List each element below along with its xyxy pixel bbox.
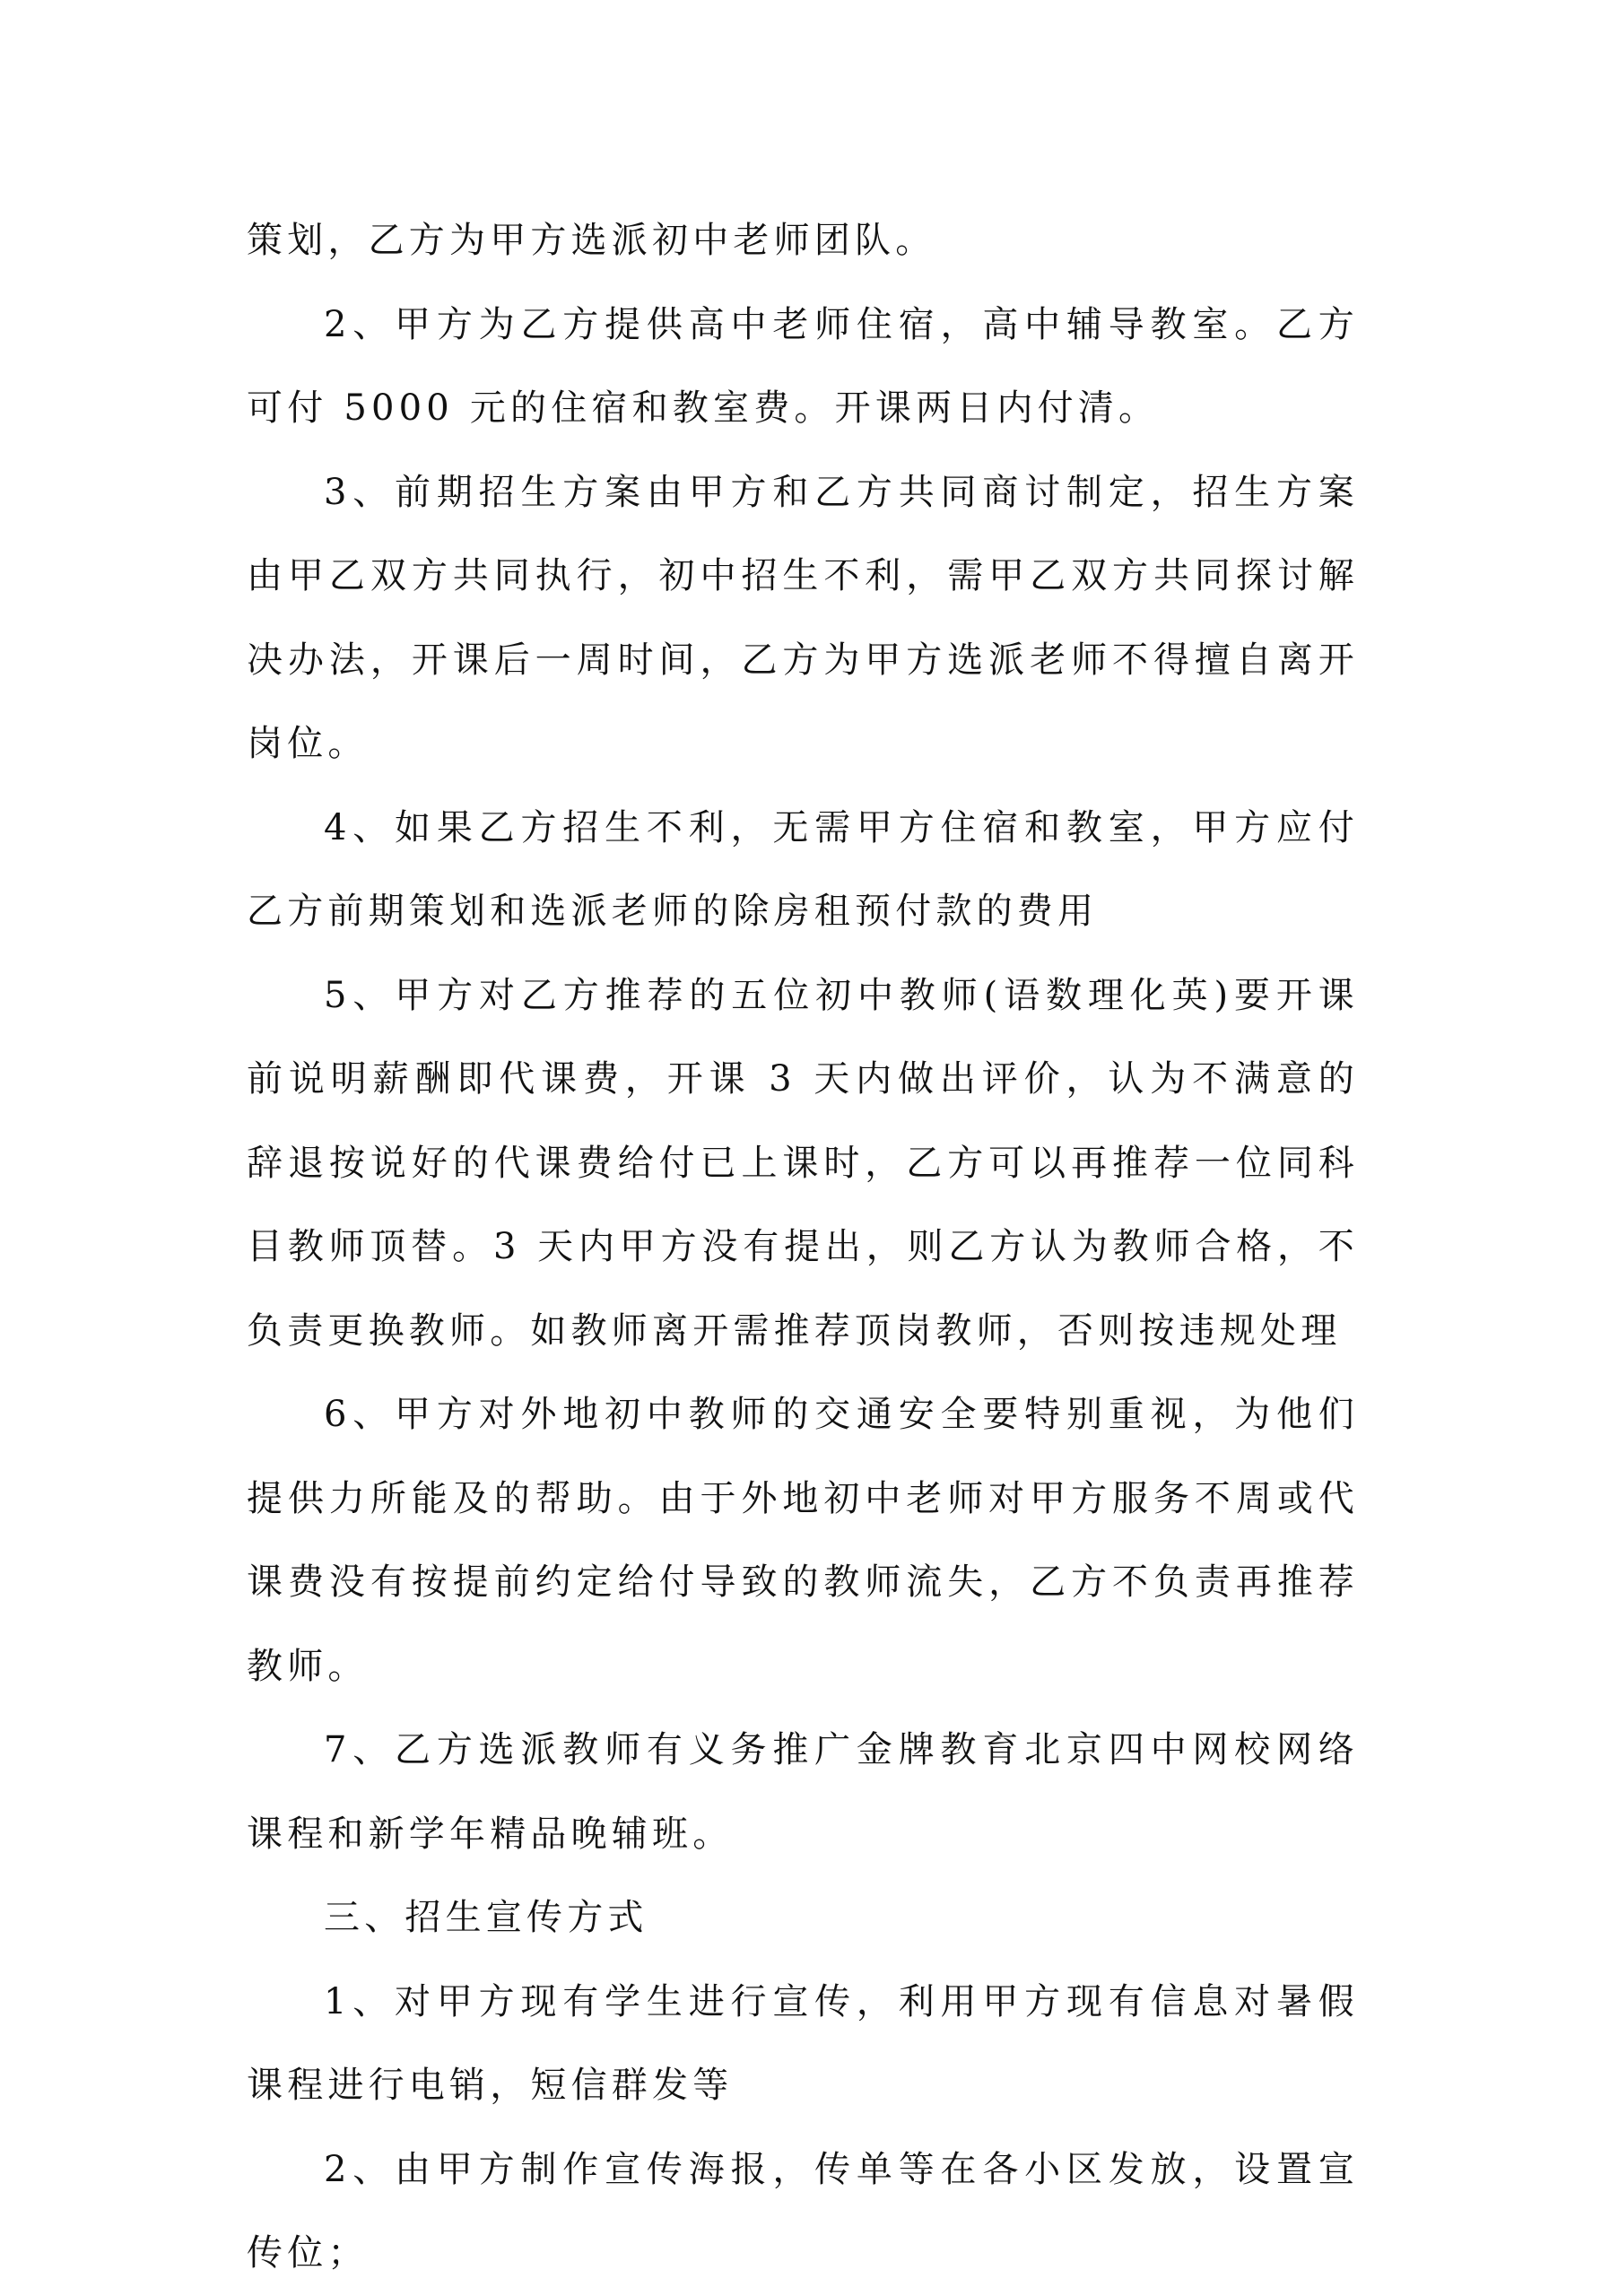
clause-2-accommodation: 2、甲方为乙方提供高中老师住宿，高中辅导教室。乙方可付 5000 元的住宿和教室费。开课两日内付清。 — [247, 303, 1359, 429]
paragraph-continuation: 策划，乙方为甲方选派初中老师团队。 — [247, 220, 936, 261]
document-body — [247, 199, 1359, 2296]
clause-6-teacher-safety: 6、甲方对外地初中教师的交通安全要特别重视，为他们提供力所能及的帮助。由于外地初中老师对甲方服务不周或代课费没有按提前约定给付导致的教师流失，乙方不负责再推荐教师。 — [247, 1394, 1359, 1687]
publicity-item-2: 2、由甲方制作宣传海报，传单等在各小区发放，设置宣传位； — [247, 2148, 1359, 2274]
clause-4-poor-enrollment: 4、如果乙方招生不利，无需甲方住宿和教室，甲方应付乙方前期策划和选派老师的除房租预付款的费用 — [247, 806, 1359, 932]
publicity-item-1: 1、对甲方现有学生进行宣传，利用甲方现有信息对暑假课程进行电销，短信群发等 — [247, 1980, 1359, 2106]
clause-3-enrollment-plan: 3、前期招生方案由甲方和乙方共同商讨制定，招生方案由甲乙双方共同执行，初中招生不利，需甲乙双方共同探讨解决办法，开课后一周时间，乙方为甲方选派老师不得擅自离开岗位。 — [247, 471, 1359, 764]
section-heading-publicity: 三、招生宣传方式 — [324, 1897, 648, 1938]
clause-7-course-promotion: 7、乙方选派教师有义务推广金牌教育北京四中网校网络课程和新学年精品晚辅班。 — [247, 1729, 1359, 1855]
clause-5-teacher-evaluation: 5、甲方对乙方推荐的五位初中教师(语数理化英)要开课前说明薪酬即代课费，开课 3 天内做出评价，认为不满意的辞退按说好的代课费给付已上课时，乙方可以再推荐一位同科目教师顶替。3 天内甲方没有提出，则乙方认为教师合格，不负责更换教师。如教师离开需推荐顶岗教师，否则按违规处理 — [247, 974, 1360, 1352]
